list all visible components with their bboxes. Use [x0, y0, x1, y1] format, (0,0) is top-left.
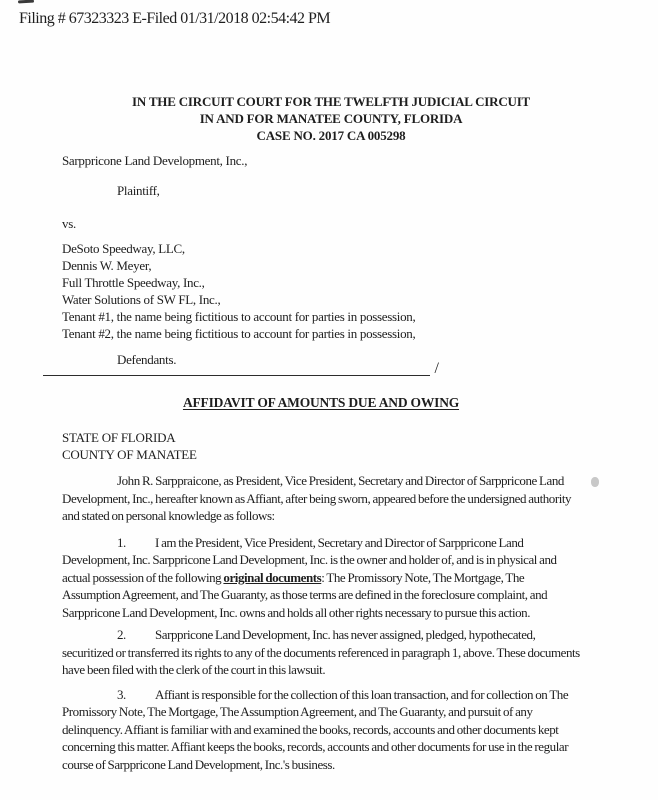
paragraph-number: 2. — [117, 627, 126, 642]
paragraph-text: Affiant is responsible for the collection of this loan transaction, and for collection on The Promissory Note, The Mortgage, The Assumption Agreement, and The Guaranty, and pursuit of any delinquency. Affiant is familiar with and examined the books, records, accounts and other documents kept concerning this matter. Affiant keeps the books, records, accounts and other documents for use in the regular course of Sarppricone Land Development, Inc.'s business. — [62, 686, 569, 772]
document-title: AFFIDAVIT OF AMOUNTS DUE AND OWING — [182, 395, 460, 410]
court-header — [62, 93, 600, 144]
defendants-designation: Defendants. — [117, 352, 177, 367]
paragraph-number: 1. — [117, 534, 126, 550]
versus-label: vs. — [62, 216, 76, 231]
venue-state: STATE OF FLORIDA — [62, 430, 176, 445]
case-number: CASE NO. 2017 CA 005298 — [256, 128, 406, 143]
paragraph-text: I am the President, Vice President, Secretary and Director of Sarppricone Land Development, Inc. Sarppricone Land Development, Inc. is the owner and holder of, and is in physical and actual possession of the following — [62, 534, 557, 585]
defendant-row: DeSoto Speedway, LLC, — [62, 241, 185, 256]
emphasis-original-documents: original documents — [223, 569, 322, 585]
plaintiff-name: Sarppricone Land Development, Inc., — [62, 153, 248, 168]
court-header-line-2: IN AND FOR MANATEE COUNTY, FLORIDA — [199, 111, 463, 126]
venue-block — [62, 429, 580, 463]
divider-slash: / — [434, 360, 439, 377]
affidavit-paragraph-3 — [62, 686, 580, 774]
defendant-row: Tenant #1, the name being fictitious to account for parties in possession, — [62, 309, 416, 324]
defendant-row: Full Throttle Speedway, Inc., — [62, 275, 205, 290]
paragraph-number: 3. — [117, 686, 126, 702]
defendant-row: Water Solutions of SW FL, Inc., — [62, 292, 221, 307]
affidavit-paragraph-1 — [62, 534, 580, 622]
paragraph-text: Sarppricone Land Development, Inc. has never assigned, pledged, hypothecated, securitized or transferred its rights to any of the documents referenced in paragraph 1, above. These documents have been filed with the clerk of the court in this lawsuit. — [62, 627, 580, 677]
scan-speckle — [591, 477, 599, 487]
defendants-list — [62, 240, 580, 342]
intro-paragraph: John R. Sarppraicone, as President, Vice President, Secretary and Director of Sarppricone Land Development, Inc., hereafter known as Affiant, after being sworn, appeared before the undersigned authority and stated on personal knowledge as follows: — [62, 473, 572, 523]
caption-divider-line — [43, 360, 439, 378]
paragraph-text: : The Promissory Note, The Mortgage, The Assumption Agreement, and The Guaranty, as those terms are defined in the foreclosure complaint, and Sarppricone Land Development, Inc. owns and holds all other rights necessary to pursue this action. — [62, 569, 548, 620]
efiling-stamp: Filing # 67323323 E-Filed 01/31/2018 02:54:42 PM — [19, 10, 331, 27]
court-header-line-1: IN THE CIRCUIT COURT FOR THE TWELFTH JUDICIAL CIRCUIT — [131, 94, 531, 109]
scan-artifact — [18, 0, 34, 3]
defendant-row: Tenant #2, the name being fictitious to account for parties in possession, — [62, 326, 416, 341]
affidavit-paragraph-2 — [62, 626, 580, 679]
defendant-row: Dennis W. Meyer, — [62, 258, 152, 273]
plaintiff-designation: Plaintiff, — [117, 183, 160, 198]
venue-county: COUNTY OF MANATEE — [62, 447, 197, 462]
